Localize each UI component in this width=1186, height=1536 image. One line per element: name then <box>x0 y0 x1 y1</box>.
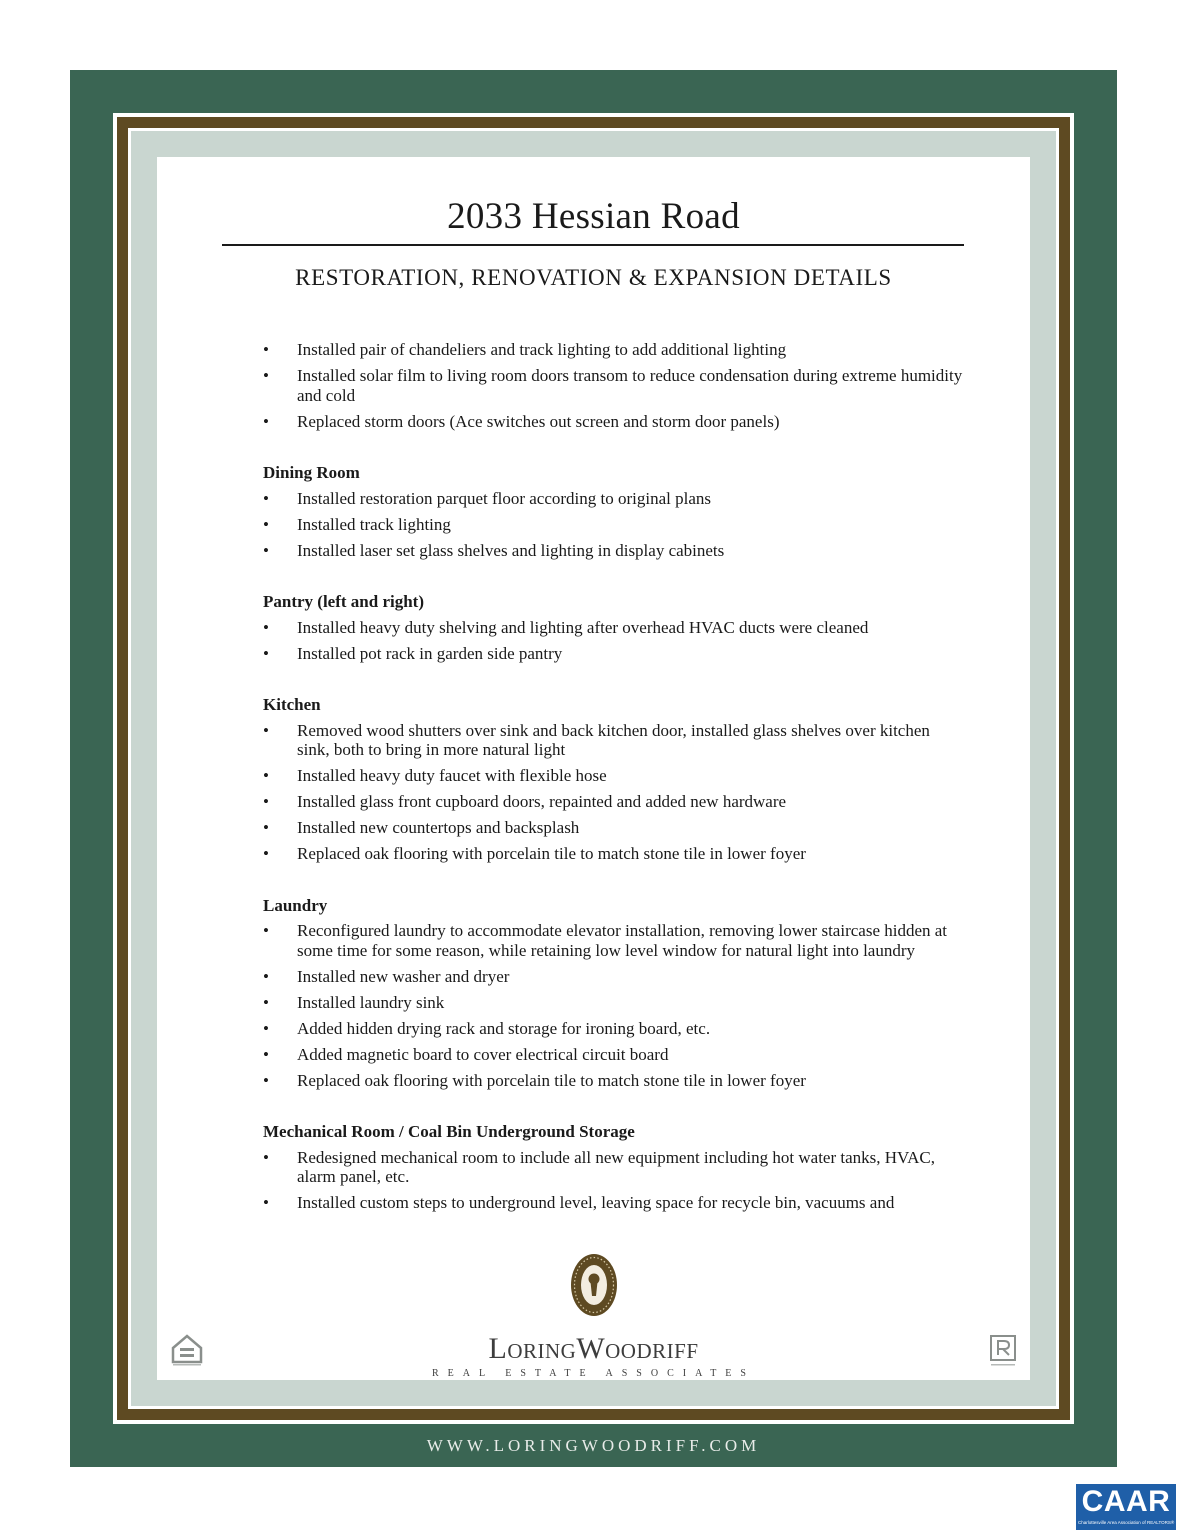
list-item-text: Replaced oak flooring with porcelain tile to match stone tile in lower foyer <box>297 1070 806 1090</box>
sections-container <box>263 463 963 1213</box>
company-subtitle: REAL ESTATE ASSOCIATES <box>432 1368 755 1379</box>
section <box>263 592 963 663</box>
list-item-text: Installed pair of chandeliers and track lighting to add additional lighting <box>297 340 787 359</box>
list-item-text: Installed restoration parquet floor according to original plans <box>297 488 712 508</box>
list-item-text: Installed laundry sink <box>297 992 445 1012</box>
bullet-icon: • <box>263 921 269 940</box>
caar-logo-text: CAAR <box>1081 1485 1171 1518</box>
document-subtitle: RESTORATION, RENOVATION & EXPANSION DETAILS <box>295 265 892 290</box>
list-item <box>263 967 963 987</box>
list-item <box>263 618 963 638</box>
list-item-text: Installed solar film to living room doors transom to reduce condensation during extreme humidity and cold <box>297 366 963 405</box>
section <box>263 1122 963 1213</box>
list-item <box>263 489 963 509</box>
keyhole-icon <box>569 1252 619 1318</box>
list-item-text: Installed custom steps to underground level, leaving space for recycle bin, vacuums and <box>297 1193 895 1212</box>
bullet-icon: • <box>263 818 269 837</box>
intro-section <box>263 340 963 431</box>
list-item-text: Installed track lighting <box>297 514 451 534</box>
list-item <box>263 644 963 664</box>
company-logo <box>157 1252 1030 1379</box>
bullet-icon: • <box>263 844 269 863</box>
list-item-text: Installed new countertops and backsplash <box>297 818 580 837</box>
list-item <box>263 541 963 561</box>
list-item <box>263 921 963 960</box>
list-item <box>263 1193 963 1213</box>
list-item <box>263 366 963 405</box>
list-item-text: Installed pot rack in garden side pantry <box>297 643 563 663</box>
caar-tagline: Charlottesville Area Association of REALTORS® <box>1078 1520 1175 1525</box>
details-content <box>263 340 963 1245</box>
bullet-icon: • <box>263 617 269 637</box>
list-item-text: Replaced oak flooring with porcelain tile to match stone tile in lower foyer <box>297 844 806 863</box>
bullet-icon: • <box>263 1044 269 1064</box>
section-list <box>263 921 963 1090</box>
list-item <box>263 412 963 432</box>
list-item <box>263 792 963 812</box>
section <box>263 896 963 1091</box>
section-heading: Dining Room <box>263 463 360 482</box>
list-item-text: Installed heavy duty faucet with flexible hose <box>297 766 607 785</box>
bullet-icon: • <box>263 514 269 534</box>
list-item-text: Installed glass front cupboard doors, repainted and added new hardware <box>297 792 787 811</box>
bullet-icon: • <box>263 488 269 508</box>
bullet-icon: • <box>263 1070 269 1090</box>
bullet-icon: • <box>263 340 269 359</box>
bullet-icon: • <box>263 366 269 385</box>
list-item-text: Added magnetic board to cover electrical circuit board <box>297 1044 669 1064</box>
realtor-icon <box>990 1335 1016 1369</box>
section <box>263 695 963 864</box>
list-item <box>263 1045 963 1065</box>
document-title: 2033 Hessian Road <box>447 196 740 237</box>
list-item-text: Installed new washer and dryer <box>297 966 510 986</box>
equal-housing-opportunity-icon <box>169 1332 205 1368</box>
list-item <box>263 766 963 786</box>
section-heading: Kitchen <box>263 695 321 714</box>
website-link[interactable]: WWW.LORINGWOODRIFF.COM <box>426 1436 761 1455</box>
title-divider <box>222 244 964 246</box>
list-item-text: Added hidden drying rack and storage for ironing board, etc. <box>297 1018 711 1038</box>
bullet-icon: • <box>263 1018 269 1038</box>
list-item <box>263 844 963 864</box>
caar-badge <box>1076 1484 1176 1530</box>
list-item-text: Installed heavy duty shelving and lighting after overhead HVAC ducts were cleaned <box>297 617 869 637</box>
list-item-text: Removed wood shutters over sink and back kitchen door, installed glass shelves over kitchen sink, both to bring in more natural light <box>297 720 930 759</box>
section-heading: Pantry (left and right) <box>263 592 425 611</box>
bullet-icon: • <box>263 643 269 663</box>
section-list <box>263 1148 963 1213</box>
list-item <box>263 721 963 760</box>
bullet-icon: • <box>263 411 269 431</box>
company-name: LoringWoodriff <box>488 1332 699 1365</box>
bullet-icon: • <box>263 966 269 986</box>
list-item-text: Redesigned mechanical room to include all new equipment including hot water tanks, HVAC, alarm panel, etc. <box>297 1147 935 1186</box>
bullet-icon: • <box>263 1147 269 1167</box>
section <box>263 463 963 560</box>
section-list <box>263 721 963 864</box>
list-item <box>263 1148 963 1187</box>
bullet-icon: • <box>263 720 269 740</box>
intro-list <box>263 340 963 431</box>
list-item-text: Installed laser set glass shelves and lighting in display cabinets <box>297 540 725 560</box>
bullet-icon: • <box>263 792 269 811</box>
bullet-icon: • <box>263 1193 269 1212</box>
list-item-text: Replaced storm doors (Ace switches out screen and storm door panels) <box>297 411 780 431</box>
list-item <box>263 993 963 1013</box>
list-item <box>263 1071 963 1091</box>
bullet-icon: • <box>263 540 269 560</box>
list-item <box>263 515 963 535</box>
document-page <box>157 157 1030 1380</box>
section-list <box>263 489 963 561</box>
list-item <box>263 1019 963 1039</box>
list-item-text: Reconfigured laundry to accommodate elevator installation, removing lower staircase hidden at some time for some reason, while retaining low level window for natural light into laundry <box>297 921 948 960</box>
list-item <box>263 340 963 360</box>
bullet-icon: • <box>263 766 269 785</box>
list-item <box>263 818 963 838</box>
bullet-icon: • <box>263 992 269 1012</box>
section-list <box>263 618 963 664</box>
section-heading: Mechanical Room / Coal Bin Underground Storage <box>263 1122 635 1141</box>
section-heading: Laundry <box>263 895 328 915</box>
